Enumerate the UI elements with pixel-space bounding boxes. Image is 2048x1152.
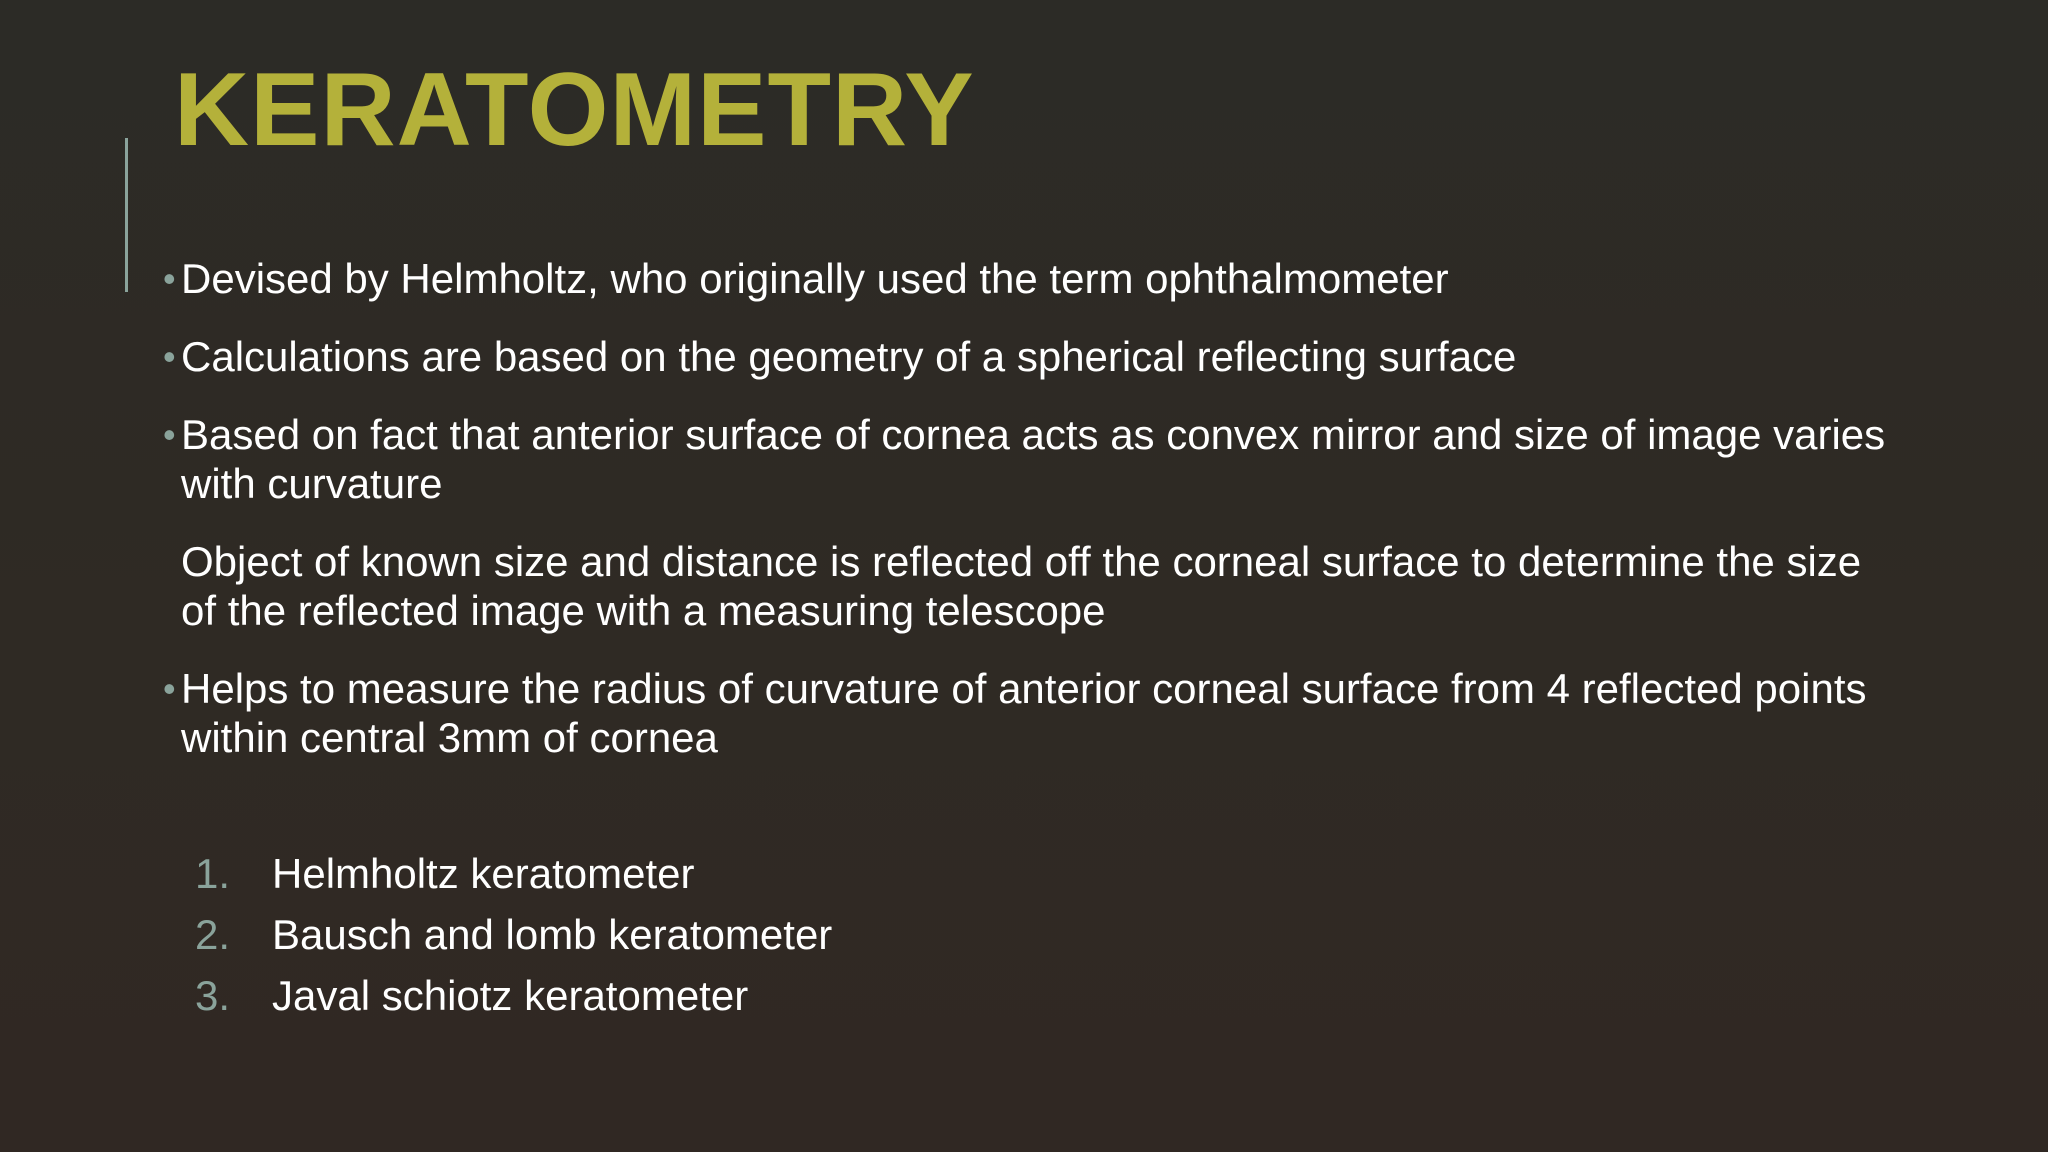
list-item-text: Bausch and lomb keratometer: [272, 911, 833, 958]
bullet-icon: •: [163, 668, 176, 709]
bullet-paragraph-2: [165, 332, 1905, 381]
paragraph-text: Based on fact that anterior surface of cornea acts as convex mirror and size of image varies with curvature: [181, 411, 1886, 507]
bullet-paragraph-1: [165, 254, 1905, 303]
list-number: 2.: [195, 911, 231, 958]
list-item-text: Helmholtz keratometer: [272, 850, 695, 897]
paragraph-text: Devised by Helmholtz, who originally used the term ophthalmometer: [181, 255, 1449, 302]
plain-paragraph-4: [165, 537, 1905, 635]
paragraph-text: Calculations are based on the geometry of a spherical reflecting surface: [181, 333, 1517, 380]
slide-title: KERATOMETRY: [174, 52, 975, 168]
bullet-paragraph-5: [165, 664, 1905, 762]
bullet-icon: •: [163, 336, 176, 377]
bullet-icon: •: [163, 258, 176, 299]
list-item-text: Javal schiotz keratometer: [272, 972, 749, 1019]
paragraph-text: Object of known size and distance is reflected off the corneal surface to determine the size of the reflected image with a measuring telescope: [181, 538, 1862, 634]
title-accent-bar: [125, 138, 128, 292]
list-number: 3.: [195, 972, 231, 1019]
list-item: [195, 843, 832, 904]
keratometer-types-list: [195, 843, 832, 1026]
bullet-icon: •: [163, 414, 176, 455]
paragraph-text: Helps to measure the radius of curvature of anterior corneal surface from 4 reflected points within central 3mm of cornea: [181, 665, 1867, 761]
list-item: [195, 965, 832, 1026]
bullet-paragraph-3: [165, 410, 1905, 508]
list-item: [195, 904, 832, 965]
slide-body: [165, 254, 1905, 791]
list-number: 1.: [195, 850, 231, 897]
